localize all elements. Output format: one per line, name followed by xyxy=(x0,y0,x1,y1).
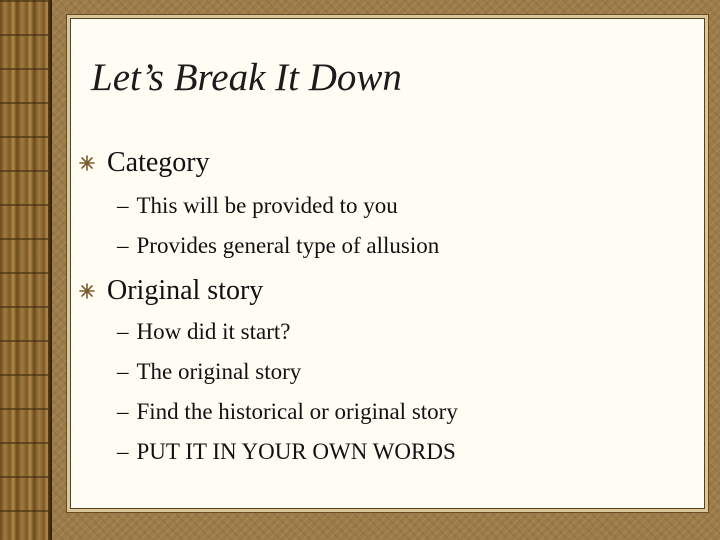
bamboo-border-strip xyxy=(0,0,52,540)
sub-bullet xyxy=(117,439,456,465)
sub-bullet-text: Provides general type of allusion xyxy=(136,233,440,258)
sub-bullet-text: How did it start? xyxy=(136,319,291,344)
slide-title: Let’s Break It Down xyxy=(91,56,402,99)
asterisk-bullet-icon xyxy=(79,155,95,171)
sub-bullet-text: The original story xyxy=(136,359,302,384)
sub-bullet xyxy=(117,399,458,425)
dash-marker: – xyxy=(117,359,129,384)
sub-bullet xyxy=(117,359,301,385)
dash-marker: – xyxy=(117,193,129,218)
bullet-category: Category xyxy=(107,147,210,178)
asterisk-bullet-icon xyxy=(79,283,95,299)
dash-marker: – xyxy=(117,399,129,424)
sub-bullet xyxy=(117,193,398,219)
bullet-original-story: Original story xyxy=(107,275,264,306)
dash-marker: – xyxy=(117,439,129,464)
sub-bullet xyxy=(117,233,439,259)
sub-bullet xyxy=(117,319,290,345)
content-panel xyxy=(70,18,705,509)
sub-bullet-text: PUT IT IN YOUR OWN WORDS xyxy=(136,439,456,464)
sub-bullet-text: This will be provided to you xyxy=(136,193,398,218)
dash-marker: – xyxy=(117,233,129,258)
dash-marker: – xyxy=(117,319,129,344)
sub-bullet-text: Find the historical or original story xyxy=(136,399,458,424)
